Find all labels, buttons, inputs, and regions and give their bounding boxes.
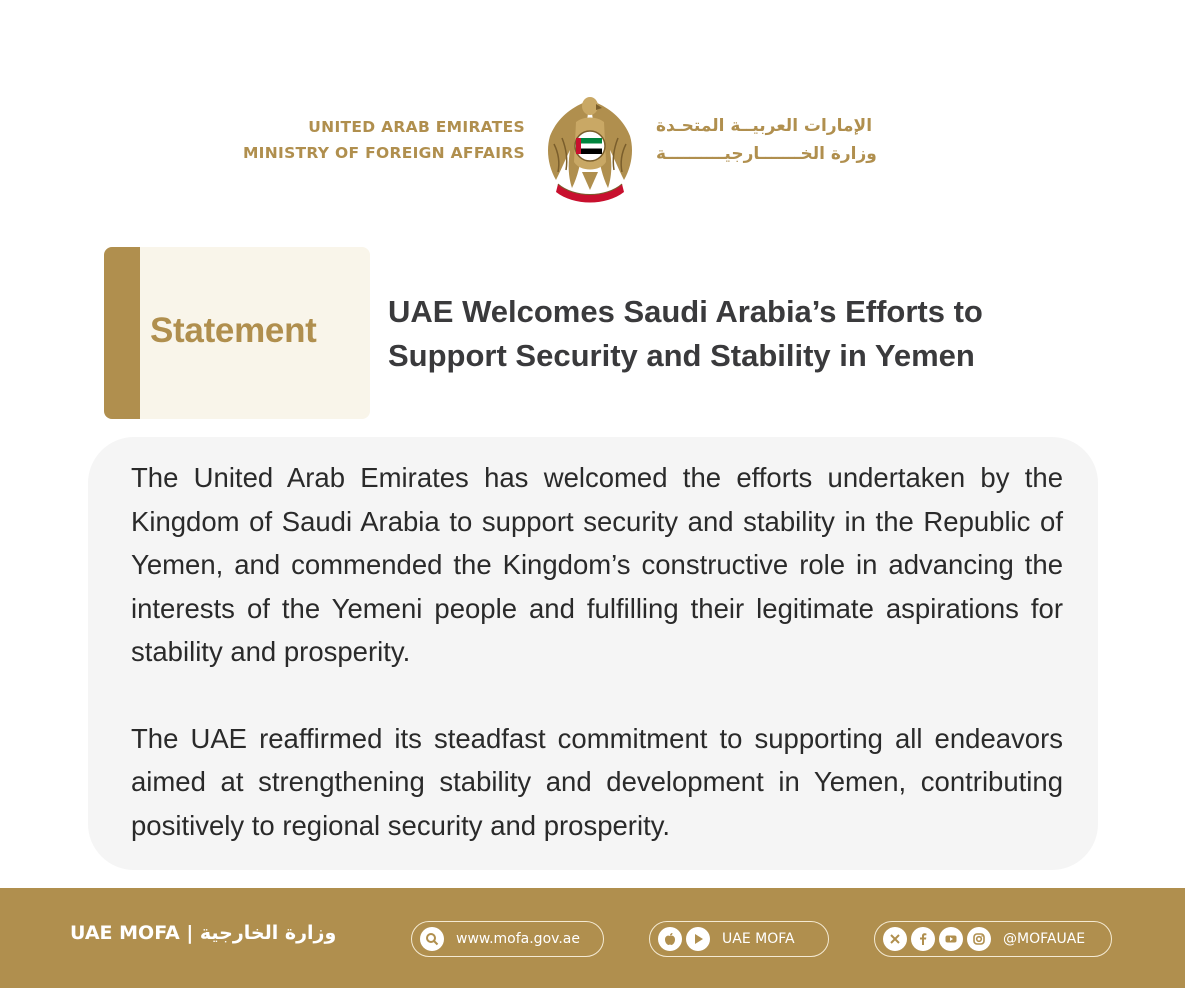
social-handle: @MOFAUAE (1003, 931, 1086, 947)
instagram-icon (967, 927, 991, 951)
label-accent-bar (104, 247, 140, 419)
app-link[interactable] (649, 921, 829, 957)
x-icon (883, 927, 907, 951)
apple-icon (658, 927, 682, 951)
statement-label: Statement (150, 311, 317, 350)
headline: UAE Welcomes Saudi Arabia’s Efforts to Support Security and Stability in Yemen (388, 294, 983, 373)
falcon-emblem-icon (544, 92, 636, 206)
statement-body (131, 456, 1063, 847)
play-store-icon (686, 927, 710, 951)
ministry-name-arabic-line: وزارة الخـــــــارجيــــــــــة (656, 144, 877, 164)
country-name-english: UNITED ARAB EMIRATES (308, 118, 525, 136)
ministry-name-arabic (656, 112, 877, 168)
body-paragraph-2: The UAE reaffirmed its steadfast commitment to supporting all endeavors aimed at strengthening stability and development in Yemen, contributing positively to regional security and prosperity. (131, 722, 1063, 841)
app-name: UAE MOFA (722, 931, 795, 947)
youtube-icon (939, 927, 963, 951)
statement-label-box (104, 247, 370, 419)
footer-bar (0, 888, 1185, 988)
social-links[interactable] (874, 921, 1112, 957)
ministry-name-english-line: MINISTRY OF FOREIGN AFFAIRS (242, 144, 525, 162)
facebook-icon (911, 927, 935, 951)
country-name-arabic: الإمارات العربيــة المتحـدة (656, 116, 873, 136)
search-icon (420, 927, 444, 951)
footer-brand: UAE MOFA | وزارة الخارجية (70, 922, 337, 944)
ministry-header (0, 92, 1185, 212)
website-url: www.mofa.gov.ae (456, 931, 580, 947)
body-paragraph-1: The United Arab Emirates has welcomed the efforts undertaken by the Kingdom of Saudi Arabia to support security and stability in the Republic of Yemen, and commended the Kingdom’s constructive role in advancing the interests of the Yemeni people and fulfilling their legitimate aspirations for stability and prosperity. (131, 462, 1063, 667)
website-link[interactable] (411, 921, 604, 957)
ministry-name-english (243, 114, 525, 166)
